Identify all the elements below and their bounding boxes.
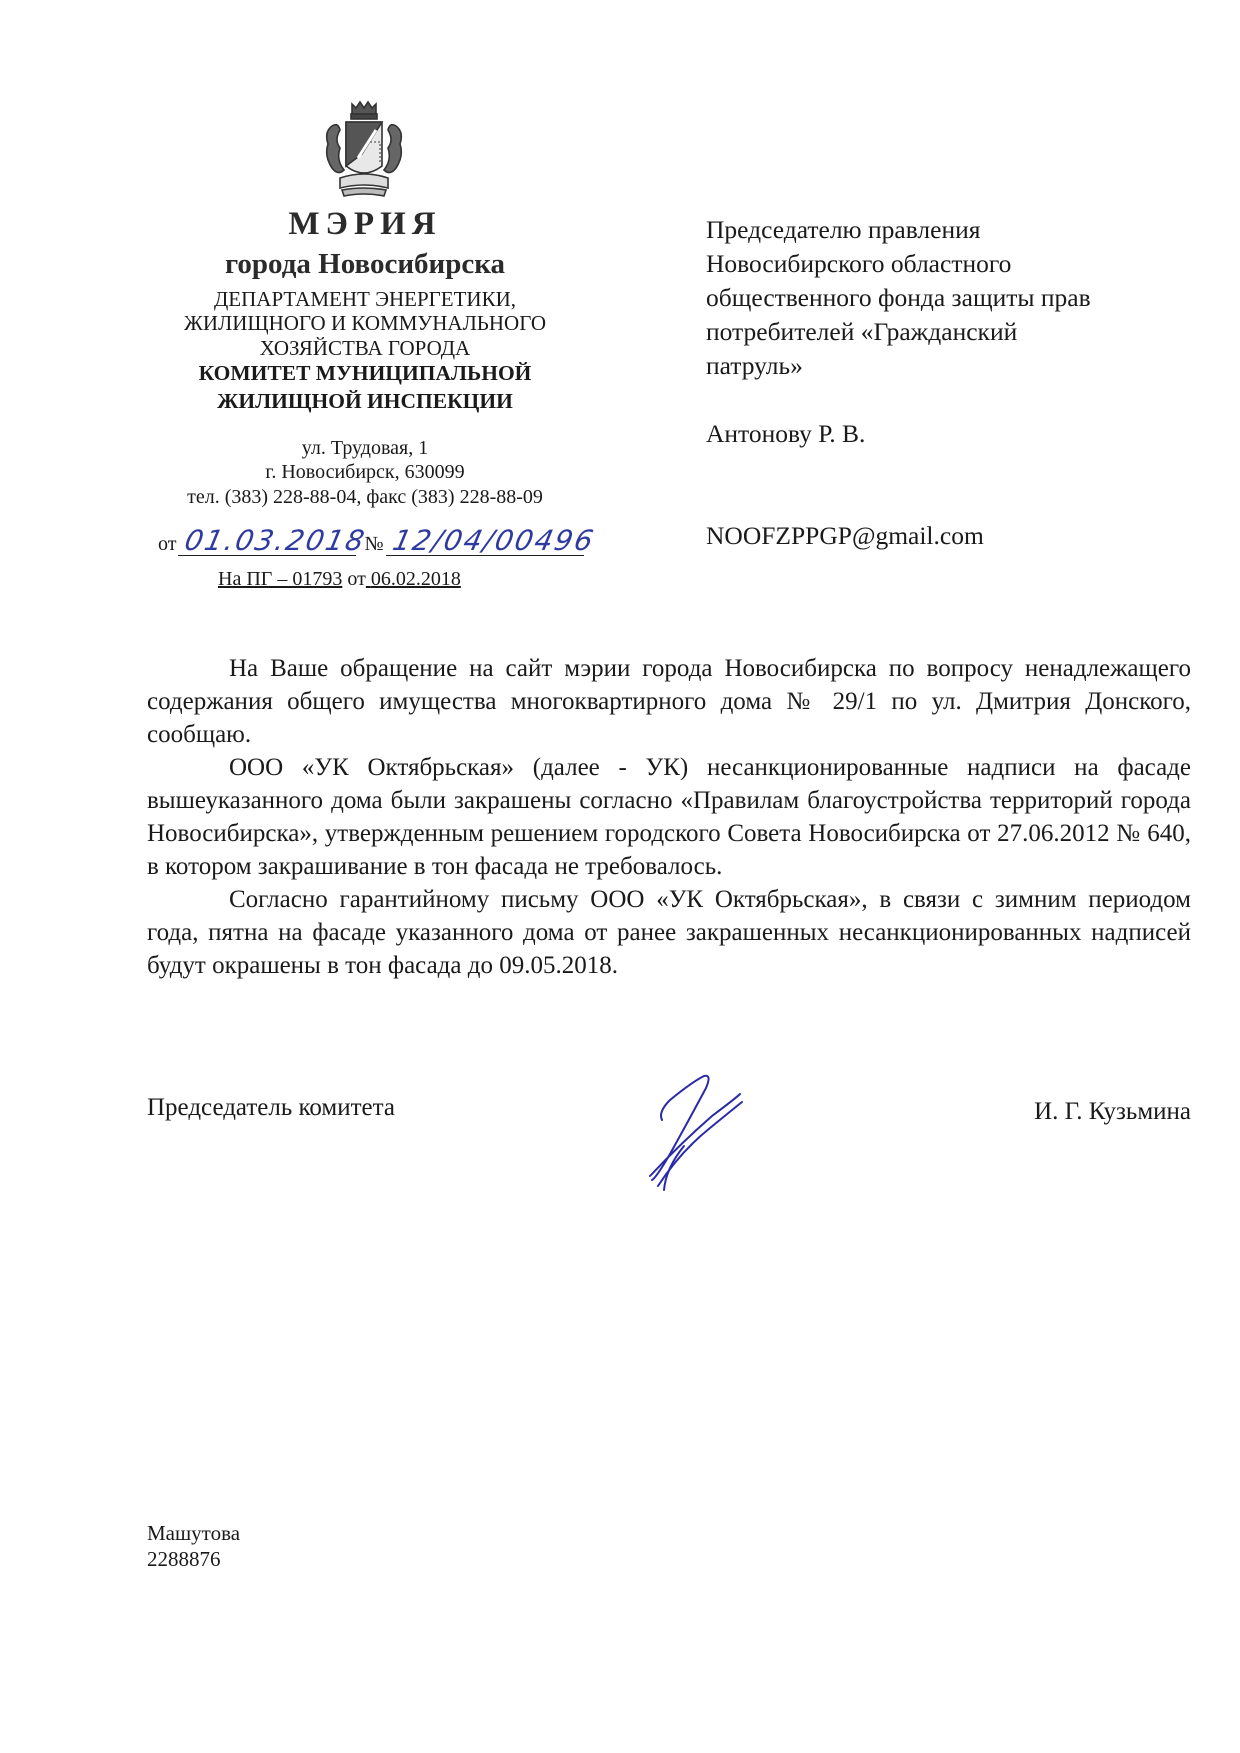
handwritten-signature-icon [640, 1068, 780, 1198]
addressee-line: Новосибирского областного [706, 249, 1012, 278]
addressee-name: Антонову Р. В. [706, 419, 866, 448]
addressee-line: потребителей «Гражданский [706, 317, 1018, 346]
committee-line: КОМИТЕТ МУНИЦИПАЛЬНОЙ [198, 361, 532, 385]
org-title: МЭРИЯ [288, 206, 442, 242]
date-prefix: от [158, 533, 177, 555]
executor-phone: 2288876 [147, 1547, 221, 1571]
signatory-title: Председатель комитета [147, 1094, 395, 1121]
reference-date-prefix: от [347, 568, 366, 590]
addressee-line: Председателю правления [706, 215, 981, 244]
address-street: ул. Трудовая, 1 [301, 437, 429, 459]
reference-line [218, 568, 461, 591]
reference-number: На ПГ – 01793 [218, 568, 343, 590]
department-line: ДЕПАРТАМЕНТ ЭНЕРГЕТИКИ, [213, 287, 517, 311]
department-line: ХОЗЯЙСТВА ГОРОДА [259, 336, 471, 360]
body-paragraph: ООО «УК Октябрьская» (далее - УК) несанкционированные надписи на фасаде вышеуказанного дома были закрашены согласно «Правилам благоустройства территорий города Новосибирска», утвержденным решением городского Совета Новосибирска от 27.06.2012 № 640, в котором закрашивание в тон фасада не требовалось. [147, 754, 1191, 880]
registration-number: 12/04/00496 [385, 527, 589, 556]
address-phone: тел. (383) 228-88-04, факс (383) 228-88-09 [187, 486, 543, 508]
address-city: г. Новосибирск, 630099 [265, 461, 465, 483]
body-paragraph: На Ваше обращение на сайт мэрии города Новосибирска по вопросу ненадлежащего содержания общего имущества многоквартирного дома № 29/1 по ул. Дмитрия Донского, сообщаю. [147, 655, 1191, 748]
number-prefix: № [364, 533, 384, 555]
addressee-block [706, 213, 1186, 553]
addressee-line: патруль» [706, 351, 803, 380]
addressee-email[interactable]: NOOFZPPGP@gmail.com [706, 521, 984, 550]
letter-body [147, 652, 1191, 982]
executor-info [147, 1520, 240, 1572]
registration-line [158, 524, 598, 557]
registration-date: 01.03.2018 [178, 527, 362, 556]
executor-name: Машутова [147, 1521, 241, 1545]
signatory-name: И. Г. Кузьмина [1034, 1098, 1191, 1125]
org-city: города Новосибирска [224, 248, 506, 280]
addressee-line: общественного фонда защиты прав [706, 283, 1091, 312]
committee-line: ЖИЛИЩНОЙ ИНСПЕКЦИИ [217, 389, 513, 413]
coat-of-arms-icon [318, 96, 410, 204]
reference-date: 06.02.2018 [370, 568, 461, 590]
body-paragraph: Согласно гарантийному письму ООО «УК Октябрьская», в связи с зимним периодом года, пятна на фасаде указанного дома от ранее закрашенных несанкционированных надписей будут окрашены в тон фасада до 09.05.2018. [147, 886, 1191, 979]
department-line: ЖИЛИЩНОГО И КОММУНАЛЬНОГО [184, 311, 546, 335]
